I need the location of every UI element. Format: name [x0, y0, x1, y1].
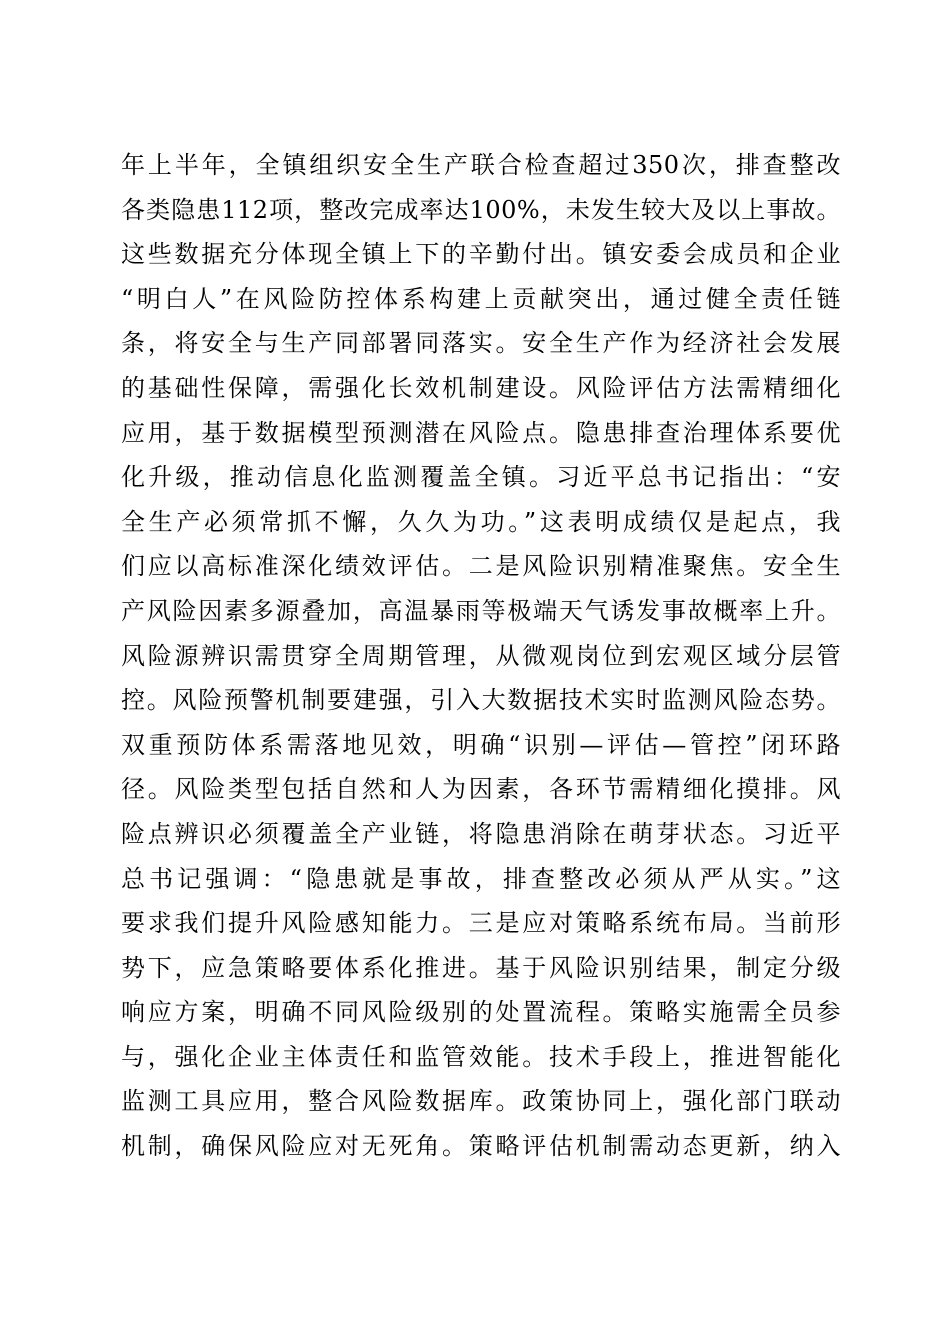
text-line: 产风险因素多源叠加，高温暴雨等极端天气诱发事故概率上升。 — [121, 596, 841, 625]
text-line: “明白人”在风险防控体系构建上贡献突出，通过健全责任链 — [121, 284, 841, 313]
text-line: 条，将安全与生产同部署同落实。安全生产作为经济社会发展 — [121, 329, 841, 358]
text-line: 这些数据充分体现全镇上下的辛勤付出。镇安委会成员和企业 — [121, 240, 841, 269]
text-line: 控。风险预警机制要建强，引入大数据技术实时监测风险态势。 — [121, 686, 841, 715]
text-line: 全生产必须常抓不懈，久久为功。”这表明成绩仅是起点，我 — [121, 507, 841, 536]
text-line: 们应以高标准深化绩效评估。二是风险识别精准聚焦。安全生 — [121, 552, 841, 581]
text-line: 双重预防体系需落地见效，明确“识别—评估—管控”闭环路 — [121, 730, 841, 759]
text-line: 机制，确保风险应对无死角。策略评估机制需动态更新，纳入 — [121, 1132, 841, 1161]
text-line: 的基础性保障，需强化长效机制建设。风险评估方法需精细化 — [121, 373, 841, 402]
text-line: 总书记强调：“隐患就是事故，排查整改必须从严从实。”这 — [121, 864, 841, 893]
text-line: 要求我们提升风险感知能力。三是应对策略系统布局。当前形 — [121, 909, 841, 938]
text-line: 径。风险类型包括自然和人为因素，各环节需精细化摸排。风 — [121, 775, 841, 804]
body-paragraph — [121, 143, 841, 1169]
text-line: 应用，基于数据模型预测潜在风险点。隐患排查治理体系要优 — [121, 418, 841, 447]
text-line: 年上半年，全镇组织安全生产联合检查超过350次，排查整改 — [121, 151, 841, 179]
text-line: 险点辨识必须覆盖全产业链，将隐患消除在萌芽状态。习近平 — [121, 819, 841, 848]
text-line: 化升级，推动信息化监测覆盖全镇。习近平总书记指出：“安 — [121, 463, 841, 492]
text-line: 监测工具应用，整合风险数据库。政策协同上，强化部门联动 — [121, 1087, 841, 1116]
text-line: 势下，应急策略要体系化推进。基于风险识别结果，制定分级 — [121, 953, 841, 982]
text-line: 响应方案，明确不同风险级别的处置流程。策略实施需全员参 — [121, 998, 841, 1027]
text-line: 与，强化企业主体责任和监管效能。技术手段上，推进智能化 — [121, 1042, 841, 1071]
text-line: 各类隐患112项，整改完成率达100%，未发生较大及以上事故。 — [121, 195, 841, 224]
text-line: 风险源辨识需贯穿全周期管理，从微观岗位到宏观区域分层管 — [121, 641, 841, 670]
